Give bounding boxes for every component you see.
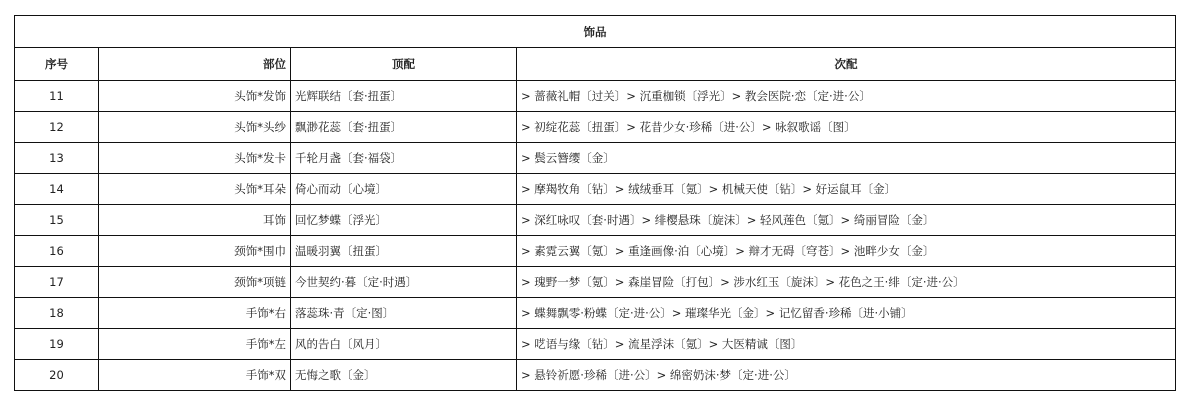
cell-top: 温暖羽翼〔扭蛋〕 <box>291 236 517 267</box>
cell-part: 头饰*耳朵 <box>99 174 291 205</box>
table-row <box>15 143 1176 174</box>
cell-part: 颈饰*项链 <box>99 267 291 298</box>
table-row <box>15 360 1176 391</box>
cell-index: 18 <box>15 298 99 329</box>
cell-part: 头饰*发卡 <box>99 143 291 174</box>
table-body <box>15 81 1176 391</box>
cell-top: 落蕊珠·青〔定·图〕 <box>291 298 517 329</box>
table-header-row <box>15 48 1176 81</box>
cell-index: 19 <box>15 329 99 360</box>
table-row <box>15 205 1176 236</box>
table-title: 饰品 <box>15 16 1176 48</box>
cell-part: 手饰*右 <box>99 298 291 329</box>
cell-sub: > 瑰野一梦〔氪〕> 森崖冒险〔打包〕> 涉水红玉〔旋沫〕> 花色之王·绯〔定·进·公〕 <box>517 267 1176 298</box>
cell-sub: > 蝶舞飘零·粉蝶〔定·进·公〕> 璀璨华光〔金〕> 记忆留香·珍稀〔进·小铺〕 <box>517 298 1176 329</box>
cell-top: 风的告白〔风月〕 <box>291 329 517 360</box>
cell-top: 今世契约·暮〔定·时遇〕 <box>291 267 517 298</box>
cell-index: 11 <box>15 81 99 112</box>
table-row <box>15 112 1176 143</box>
cell-sub: > 鬓云簪缨〔金〕 <box>517 143 1176 174</box>
cell-sub: > 素霓云翼〔氪〕> 重逢画像·泊〔心境〕> 辩才无碍〔穹苍〕> 池畔少女〔金〕 <box>517 236 1176 267</box>
cell-index: 14 <box>15 174 99 205</box>
cell-sub: > 呓语与缘〔钻〕> 流星浮沫〔氪〕> 大医精诚〔图〕 <box>517 329 1176 360</box>
table-row <box>15 267 1176 298</box>
header-index: 序号 <box>15 48 99 81</box>
cell-part: 手饰*左 <box>99 329 291 360</box>
header-top: 顶配 <box>291 48 517 81</box>
table-title-row <box>15 16 1176 48</box>
cell-index: 12 <box>15 112 99 143</box>
cell-sub: > 悬铃祈愿·珍稀〔进·公〕> 绵密奶沫·梦〔定·进·公〕 <box>517 360 1176 391</box>
cell-top: 飘渺花蕊〔套·扭蛋〕 <box>291 112 517 143</box>
cell-index: 13 <box>15 143 99 174</box>
cell-part: 颈饰*围巾 <box>99 236 291 267</box>
table-row <box>15 174 1176 205</box>
cell-part: 头饰*发饰 <box>99 81 291 112</box>
cell-top: 光辉联结〔套·扭蛋〕 <box>291 81 517 112</box>
table-row <box>15 298 1176 329</box>
header-part: 部位 <box>99 48 291 81</box>
cell-index: 16 <box>15 236 99 267</box>
table-row <box>15 329 1176 360</box>
cell-sub: > 初绽花蕊〔扭蛋〕> 花昔少女·珍稀〔进·公〕> 咏叙歌谣〔图〕 <box>517 112 1176 143</box>
cell-index: 15 <box>15 205 99 236</box>
cell-index: 17 <box>15 267 99 298</box>
accessories-table <box>14 15 1176 391</box>
table-row <box>15 236 1176 267</box>
cell-index: 20 <box>15 360 99 391</box>
cell-sub: > 蔷薇礼帽〔过关〕> 沉重枷锁〔浮光〕> 教会医院·恋〔定·进·公〕 <box>517 81 1176 112</box>
table-row <box>15 81 1176 112</box>
cell-top: 倚心而动〔心境〕 <box>291 174 517 205</box>
cell-top: 无悔之歌〔金〕 <box>291 360 517 391</box>
cell-part: 耳饰 <box>99 205 291 236</box>
cell-sub: > 深红咏叹〔套·时遇〕> 绯樱悬珠〔旋沫〕> 轻风莲色〔氪〕> 绮丽冒险〔金〕 <box>517 205 1176 236</box>
header-sub: 次配 <box>517 48 1176 81</box>
cell-sub: > 摩羯牧角〔钻〕> 绒绒垂耳〔氪〕> 机械天使〔钻〕> 好运鼠耳〔金〕 <box>517 174 1176 205</box>
cell-part: 头饰*头纱 <box>99 112 291 143</box>
cell-part: 手饰*双 <box>99 360 291 391</box>
cell-top: 回忆梦蝶〔浮光〕 <box>291 205 517 236</box>
cell-top: 千轮月盏〔套·福袋〕 <box>291 143 517 174</box>
